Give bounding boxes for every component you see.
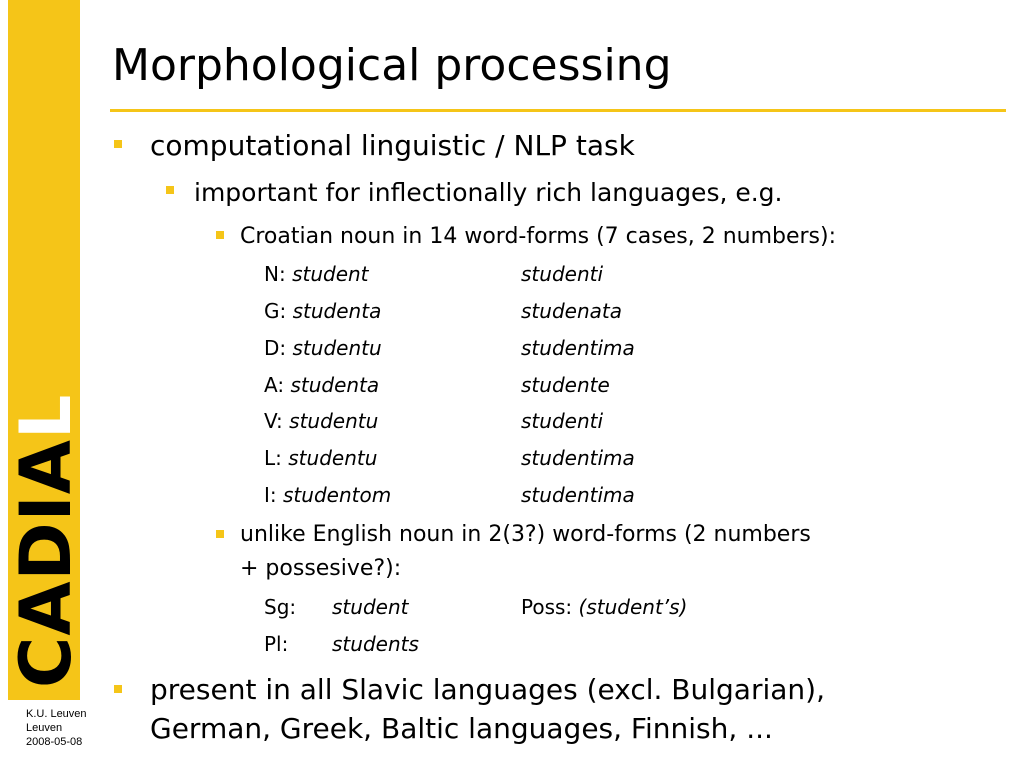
case-row [264,372,379,398]
bullet-l3-2-line2: + possesive?): [240,556,402,581]
affiliation-date: 2008-05-08 [26,736,83,748]
case-label: V: [264,409,283,433]
bullet-l2-1: important for inflectionally rich languages, e.g. [194,178,783,207]
case-row [264,482,391,508]
case-singular: studentu [288,446,378,470]
bullet-l3-1: Croatian noun in 14 word-forms (7 cases, 2 numbers): [240,224,837,249]
bullet-marker [114,140,122,148]
case-plural: studentima [521,446,635,470]
english-poss-form: (student’s) [578,595,688,619]
case-row [264,261,369,287]
case-singular: studenta [292,299,382,323]
case-label: L: [264,446,282,470]
english-sg-form: student [332,595,409,619]
english-pl-form: students [332,632,419,656]
case-plural: studentima [521,483,635,507]
bullet-marker [216,231,224,239]
case-row [264,445,377,471]
title-rule [110,109,1006,112]
case-singular: studenta [290,373,380,397]
case-row [264,335,382,361]
case-plural: studente [521,373,610,397]
case-plural: studenata [521,299,622,323]
case-row [264,298,381,324]
case-singular: studentu [289,409,379,433]
cadial-logo [5,388,87,688]
case-row [264,408,378,434]
affiliation-line2: Leuven [26,722,63,734]
bullet-l1-2-line2: German, Greek, Baltic languages, Finnish, ... [150,712,773,745]
bullet-marker [216,530,224,538]
case-singular: student [292,262,369,286]
slide-title: Morphological processing [112,40,672,91]
english-poss [521,594,687,620]
case-singular: studentom [283,483,392,507]
english-pl-label: Pl: [264,632,289,656]
affiliation [26,707,87,749]
case-plural: studentima [521,336,635,360]
logo-text-main: CADIA [5,439,87,688]
affiliation-line1: K.U. Leuven [26,708,87,720]
case-plural: studenti [521,409,604,433]
case-label: A: [264,373,285,397]
case-singular: studentu [292,336,382,360]
bullet-l3-2-line1: unlike English noun in 2(3?) word-forms (2 numbers [240,522,811,547]
case-label: G: [264,299,287,323]
bullet-marker [114,685,122,693]
bullet-l1-2-line1: present in all Slavic languages (excl. Bulgarian), [150,673,825,706]
english-sg-label: Sg: [264,595,297,619]
logo-text-end: L [5,393,87,440]
case-plural: studenti [521,262,604,286]
bullet-marker [166,186,174,194]
english-poss-label: Poss: [521,595,573,619]
case-label: I: [264,483,277,507]
bullet-l1-1: computational linguistic / NLP task [150,129,635,162]
case-label: N: [264,262,286,286]
case-label: D: [264,336,287,360]
